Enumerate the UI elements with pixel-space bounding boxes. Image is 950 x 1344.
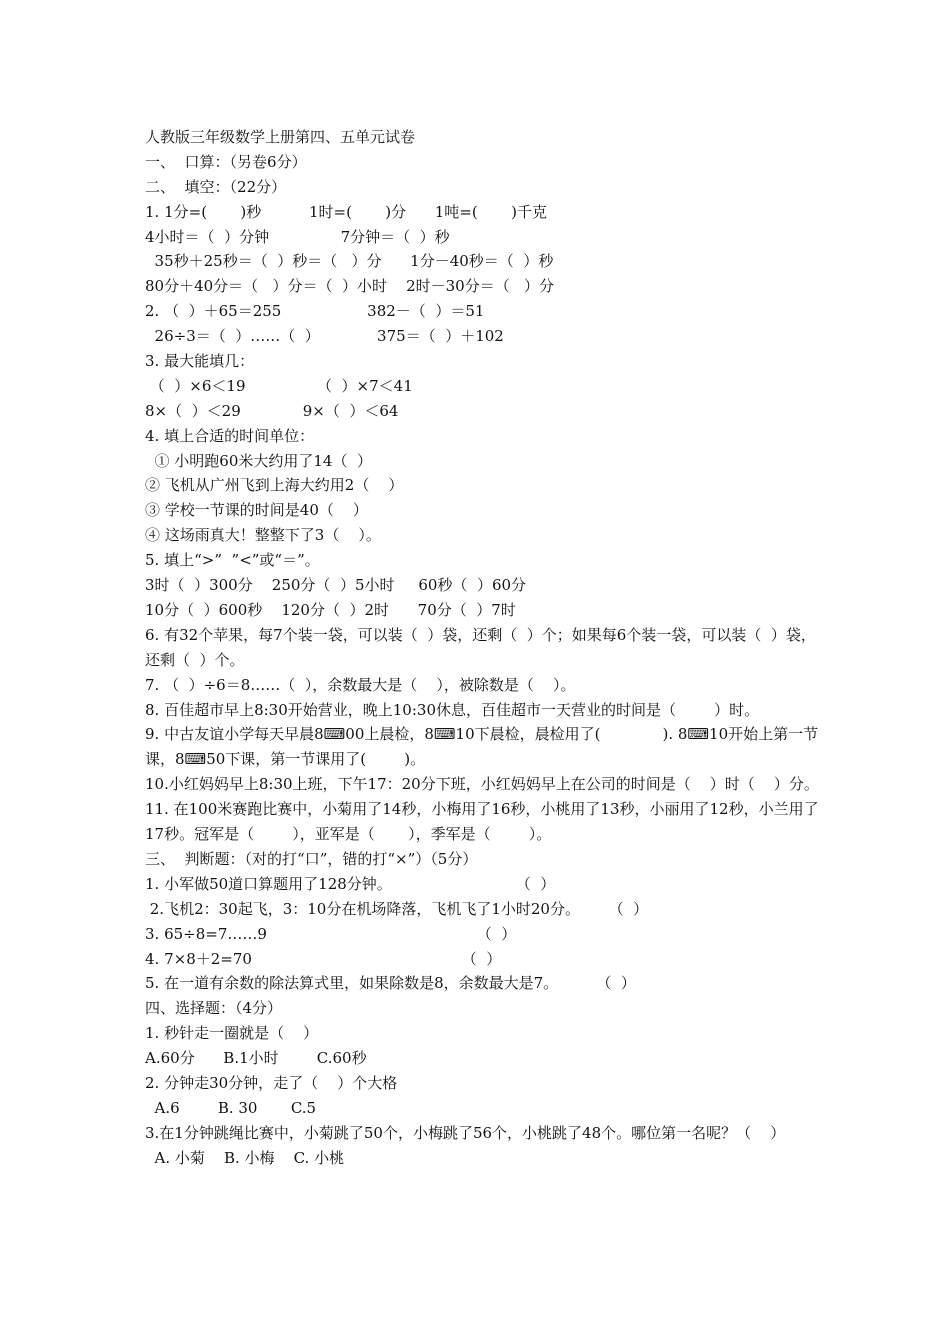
question-line: 4小时＝（ ）分钟 7分钟＝（ ）秒 bbox=[145, 227, 450, 246]
question-line: 2. （ ）＋65＝255 382－（ ）＝51 bbox=[145, 302, 485, 321]
question-line: 2.飞机2：30起飞，3：10分在机场降落，飞机飞了1小时20分。 （ ） bbox=[145, 899, 649, 918]
section-multiple-choice: 四、选择题：（4分） bbox=[145, 999, 283, 1018]
question-paragraph: 3.在1分钟跳绳比赛中，小菊跳了50个，小梅跳了56个，小桃跳了48个。哪位第一名呢？（ ） bbox=[145, 1123, 786, 1142]
question-line: 1. 1分=( )秒 1时=( )分 1吨=( )千克 bbox=[145, 202, 547, 221]
question-line: 8×（ ）＜29 9×（ ）＜64 bbox=[145, 401, 399, 420]
question-line: 5. 在一道有余数的除法算式里，如果除数是8，余数最大是7。 （ ） bbox=[145, 974, 636, 993]
question-line: 3时（ ）300分 250分（ ）5小时 60秒（ ）60分 bbox=[145, 576, 527, 595]
section-true-false: 三、 判断题：（对的打“口”，错的打“×”）（5分） bbox=[145, 849, 478, 868]
question-line: （ ）×6＜19 （ ）×7＜41 bbox=[145, 376, 413, 395]
question-paragraph: 8. 百佳超市早上8:30开始营业，晚上10:30休息，百佳超市一天营业的时间是（ ）时。 bbox=[145, 700, 760, 719]
answer-options: A. 小菊 B. 小梅 C. 小桃 bbox=[145, 1148, 345, 1167]
question-line: 1. 小军做50道口算题用了128分钟。 （ ） bbox=[145, 874, 556, 893]
answer-options: A.6 B. 30 C.5 bbox=[145, 1098, 317, 1117]
section-oral-calc: 一、 口算：（另卷6分） bbox=[145, 152, 307, 171]
question-line: 2. 分钟走30分钟，走了（ ）个大格 bbox=[145, 1073, 398, 1092]
question-paragraph: 10.小红妈妈早上8:30上班，下午17：20分下班，小红妈妈早上在公司的时间是（ ）时（ ）分。 bbox=[145, 775, 819, 794]
question-line: 3. 最大能填几： bbox=[145, 352, 255, 371]
question-paragraph: 11. 在100米赛跑比赛中，小菊用了14秒，小梅用了16秒，小桃用了13秒，小丽用了12秒，小兰用了17秒。冠军是（ ），亚军是（ ），季军是（ ）。 bbox=[145, 800, 819, 844]
question-line: ③ 学校一节课的时间是40（ ） bbox=[145, 501, 368, 520]
question-line: 4. 填上合适的时间单位： bbox=[145, 426, 315, 445]
question-line: ② 飞机从广州飞到上海大约用2（ ） bbox=[145, 476, 404, 495]
question-line: ① 小明跑60米大约用了14（ ） bbox=[145, 451, 373, 470]
question-line: 5. 填上“>” ”<”或“＝”。 bbox=[145, 551, 320, 570]
document-page bbox=[145, 125, 825, 1171]
question-line: 10分（ ）600秒 120分（ ）2时 70分（ ）7时 bbox=[145, 600, 516, 619]
question-line: 80分＋40分＝（ ）分＝（ ）小时 2时－30分＝（ ）分 bbox=[145, 277, 555, 296]
question-paragraph: 9. 中古友谊小学每天早晨8⌨00上晨检，8⌨10下晨检，晨检用了( ). 8⌨10开始上第一节课，8⌨50下课，第一节课用了( )。 bbox=[145, 725, 819, 769]
question-line: 4. 7×8＋2=70 （ ） bbox=[145, 949, 502, 968]
question-line: 3. 65÷8=7……9 （ ） bbox=[145, 924, 517, 943]
question-paragraph: 7. （ ）÷6＝8……（ ），余数最大是（ ），被除数是（ ）。 bbox=[145, 675, 576, 694]
question-paragraph: 6. 有32个苹果，每7个装一袋，可以装（ ）袋，还剩（ ）个；如果每6个装一袋，可以装（ ）袋，还剩（ ）个。 bbox=[145, 625, 816, 669]
question-line: 26÷3＝（ ）……（ ） 375＝（ ）＋102 bbox=[145, 327, 504, 346]
question-line: 35秒＋25秒＝（ ）秒＝（ ）分 1分－40秒＝（ ）秒 bbox=[145, 252, 554, 271]
answer-options: A.60分 B.1小时 C.60秒 bbox=[145, 1049, 367, 1068]
document-title: 人教版三年级数学上册第四、五单元试卷 bbox=[145, 128, 416, 146]
section-fill-blank: 二、 填空：（22分） bbox=[145, 177, 287, 196]
question-line: ④ 这场雨真大！整整下了3（ ）。 bbox=[145, 526, 381, 545]
question-line: 1. 秒针走一圈就是（ ） bbox=[145, 1024, 319, 1043]
